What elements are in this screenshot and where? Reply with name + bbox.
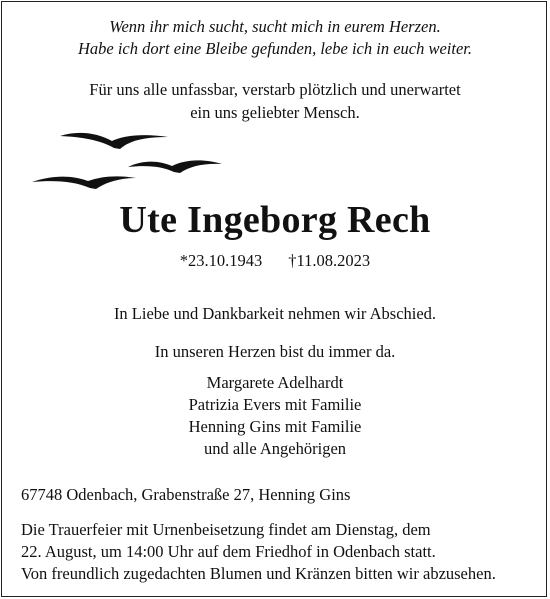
service-line-2: 22. August, um 14:00 Uhr auf dem Friedhof in Odenbach statt. xyxy=(21,542,436,561)
bird-top xyxy=(60,133,168,149)
mourner-name: Patrizia Evers mit Familie xyxy=(188,395,362,414)
announcement-line-2: ein uns geliebter Mensch. xyxy=(190,103,360,122)
motto-line-1: Wenn ihr mich sucht, sucht mich in eurem Herzen. xyxy=(109,17,441,36)
service-line-3: Von freundlich zugedachten Blumen und Kränzen bitten wir abzusehen. xyxy=(21,564,496,583)
motto-quote xyxy=(0,16,550,60)
service-line-1: Die Trauerfeier mit Urnenbeisetzung findet am Dienstag, dem xyxy=(21,520,431,539)
announcement-line-1: Für uns alle unfassbar, verstarb plötzlich und unerwartet xyxy=(89,80,461,99)
mourner-name: und alle Angehörigen xyxy=(203,439,347,458)
bird-right xyxy=(128,160,222,173)
mourners-list xyxy=(0,372,550,460)
remembrance-text: In unseren Herzen bist du immer da. xyxy=(154,342,396,361)
bird-left xyxy=(32,176,136,189)
deceased-name: Ute Ingeborg Rech xyxy=(119,199,431,241)
farewell-text: In Liebe und Dankbarkeit nehmen wir Abschied. xyxy=(113,304,437,323)
birth-date: *23.10.1943 xyxy=(179,251,263,270)
motto-line-2: Habe ich dort eine Bleibe gefunden, lebe ich in euch weiter. xyxy=(77,39,473,58)
contact-address: 67748 Odenbach, Grabenstraße 27, Henning Gins xyxy=(21,485,351,504)
death-date: †11.08.2023 xyxy=(288,251,371,270)
service-details xyxy=(21,519,496,585)
announcement-text xyxy=(0,78,550,124)
mourner-name: Margarete Adelhardt xyxy=(206,373,344,392)
life-dates xyxy=(0,251,550,271)
mourner-name: Henning Gins mit Familie xyxy=(188,417,362,436)
flying-birds-icon xyxy=(30,128,230,190)
